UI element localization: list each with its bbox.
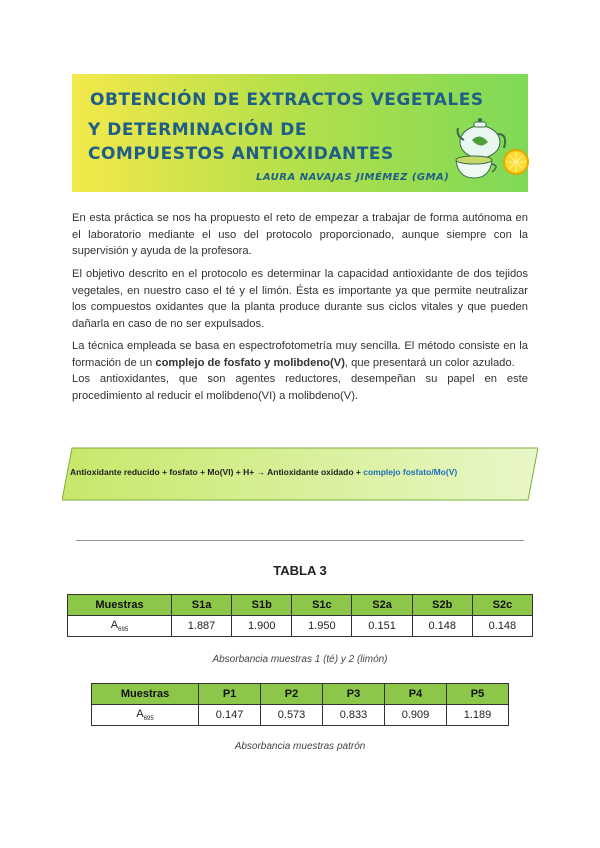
title-line-2: Y DETERMINACIÓN DE <box>88 120 308 140</box>
row-label <box>92 705 199 726</box>
technique-text-a: La técnica empleada se basa en espectrofotometría muy sencilla. El método consiste en la formación de un <box>72 340 528 369</box>
header-cell: S2b <box>412 595 472 616</box>
equation-text <box>70 467 457 477</box>
absorbance-symbol: A <box>110 618 119 631</box>
objective-paragraph: El objetivo descrito en el protocolo es determinar la capacidad antioxidante de dos tejidos vegetales, en nuestro caso el té y el limón. Ésta es importante ya que permite neutralizar los compuestos oxidantes que la planta produce durante sus ciclos vitales y que pueden dañarla en caso de no ser expulsados. <box>72 268 528 330</box>
table-row <box>92 705 509 726</box>
table-row <box>68 616 533 637</box>
value-cell: 1.189 <box>446 705 508 726</box>
header-cell: S1b <box>232 595 292 616</box>
reaction-equation-box <box>62 446 538 502</box>
value-cell: 0.151 <box>352 616 412 637</box>
header-cell: P3 <box>323 684 385 705</box>
table-header-row <box>68 595 533 616</box>
header-cell: S2c <box>472 595 532 616</box>
header-cell: S1a <box>171 595 231 616</box>
header-cell: P1 <box>199 684 261 705</box>
intro-paragraph: En esta práctica se nos ha propuesto el reto de empezar a trabajar de forma autónoma en el laboratorio mediante el uso del protocolo proporcionado, aunque siempre con la supervisión y ayuda de la profesora. <box>72 212 528 257</box>
value-cell: 0.148 <box>412 616 472 637</box>
absorbance-symbol: A <box>136 707 144 720</box>
header-cell: Muestras <box>92 684 199 705</box>
title-banner <box>72 74 528 192</box>
value-cell: 1.950 <box>292 616 352 637</box>
table-3-caption: Absorbancia muestras 1 (té) y 2 (limón) <box>212 654 388 665</box>
header-cell: S2a <box>352 595 412 616</box>
lemon-slice-icon <box>504 150 528 174</box>
equation-products: Antioxidante oxidado + <box>267 467 364 477</box>
title-line-1: OBTENCIÓN DE EXTRACTOS VEGETALES <box>90 90 484 110</box>
value-cell: 0.148 <box>472 616 532 637</box>
equation-reactants: Antioxidante reducido + fosfato + Mo(VI) + H+ <box>70 467 255 477</box>
header-cell: P4 <box>384 684 446 705</box>
wavelength-subscript: 695 <box>143 716 154 723</box>
value-cell: 0.573 <box>261 705 323 726</box>
pattern-table-caption: Absorbancia muestras patrón <box>234 741 366 752</box>
value-cell: 0.833 <box>323 705 385 726</box>
value-cell: 1.887 <box>171 616 231 637</box>
section-divider <box>76 540 524 541</box>
header-cell: P5 <box>446 684 508 705</box>
pattern-table <box>91 683 509 726</box>
author-name: LAURA NAVAJAS JIMÉMEZ (GMA) <box>256 172 450 183</box>
title-line-3: COMPUESTOS ANTIOXIDANTES <box>88 144 394 164</box>
wavelength-subscript: 695 <box>118 627 129 634</box>
table-3 <box>67 594 533 637</box>
value-cell: 1.900 <box>232 616 292 637</box>
technique-paragraph <box>72 338 528 404</box>
row-label <box>68 616 172 637</box>
antioxidant-text: Los antioxidantes, que son agentes reductores, desempeñan su papel en este procedimiento al reducir el molibdeno(VI) a molibdeno(V). <box>72 373 528 402</box>
technique-text-c: , que presentará un color azulado. <box>344 356 515 369</box>
header-cell: S1c <box>292 595 352 616</box>
header-cell: Muestras <box>68 595 172 616</box>
teacup-icon <box>456 156 496 178</box>
teapot-icon <box>450 112 530 184</box>
value-cell: 0.909 <box>384 705 446 726</box>
value-cell: 0.147 <box>199 705 261 726</box>
complex-highlight: complejo de fosfato y molibdeno(V) <box>155 356 345 369</box>
equation-complex: complejo fosfato/Mo(V) <box>363 467 458 477</box>
header-cell: P2 <box>261 684 323 705</box>
arrow-icon: → <box>256 467 266 477</box>
table-header-row <box>92 684 509 705</box>
table-3-title: TABLA 3 <box>273 563 327 578</box>
